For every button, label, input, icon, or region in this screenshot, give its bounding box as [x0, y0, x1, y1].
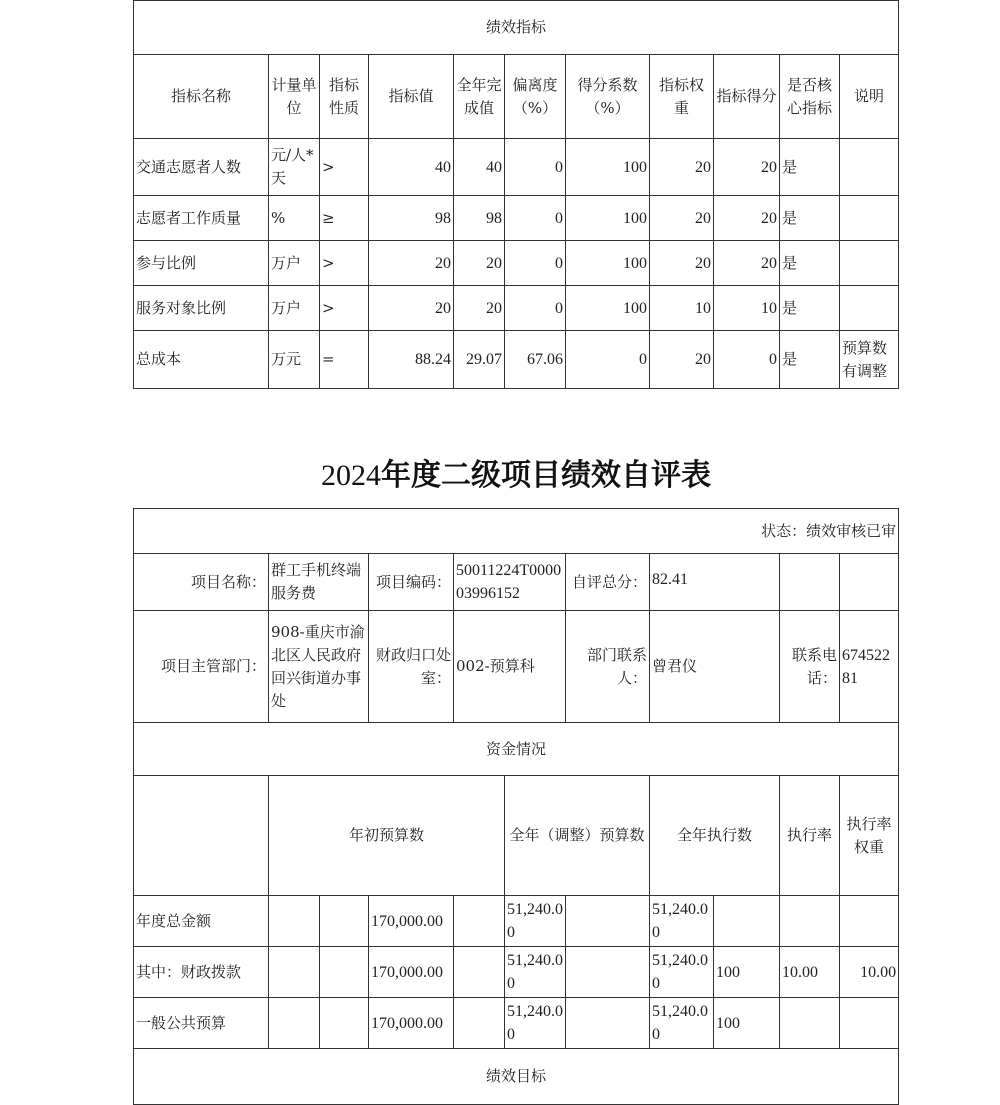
empty-cell	[840, 554, 899, 611]
indicator-note	[840, 286, 899, 331]
table-row	[134, 331, 899, 389]
indicator-actual: 29.07	[454, 331, 505, 389]
header-initial-budget: 年初预算数	[269, 776, 505, 896]
funds-score	[840, 998, 899, 1049]
empty-cell	[454, 896, 505, 947]
empty-cell	[566, 947, 650, 998]
indicator-note	[840, 241, 899, 286]
empty-cell	[269, 947, 320, 998]
header-weight: 指标权重	[650, 55, 714, 139]
indicator-unit: 万户	[269, 241, 320, 286]
indicator-core: 是	[780, 331, 840, 389]
indicator-deviation: 0	[505, 196, 566, 241]
indicator-note	[840, 139, 899, 196]
project-code: 50011224T000003996152	[454, 554, 566, 611]
funds-score	[840, 896, 899, 947]
contact-label: 部门联系人：	[566, 611, 650, 723]
funds-row-label: 其中：财政拨款	[134, 947, 269, 998]
header-rate-weight: 执行率权重	[840, 776, 899, 896]
status-text: 状态：绩效审核已审	[134, 509, 899, 554]
indicator-target: 40	[369, 139, 454, 196]
indicator-deviation: 0	[505, 139, 566, 196]
dept-label: 项目主管部门：	[134, 611, 269, 723]
table-row	[134, 196, 899, 241]
indicator-note	[840, 196, 899, 241]
funds-initial: 170,000.00	[369, 998, 454, 1049]
phone-label: 联系电话：	[780, 611, 840, 723]
indicator-core: 是	[780, 241, 840, 286]
empty-cell	[454, 998, 505, 1049]
funds-initial: 170,000.00	[369, 947, 454, 998]
page-title	[0, 450, 1000, 494]
self-evaluation-table	[133, 508, 899, 1105]
project-code-label: 项目编码：	[369, 554, 454, 611]
empty-cell	[320, 947, 369, 998]
header-executed: 全年执行数	[650, 776, 780, 896]
header-coef: 得分系数（%）	[566, 55, 650, 139]
indicator-coef: 100	[566, 196, 650, 241]
finance-label: 财政归口处室：	[369, 611, 454, 723]
empty-cell	[320, 998, 369, 1049]
dept: 908-重庆市渝北区人民政府回兴街道办事处	[269, 611, 369, 723]
indicator-weight: 20	[650, 331, 714, 389]
table-row	[134, 947, 899, 998]
indicator-name: 交通志愿者人数	[134, 139, 269, 196]
indicator-deviation: 67.06	[505, 331, 566, 389]
header-core: 是否核心指标	[780, 55, 840, 139]
table-row	[134, 896, 899, 947]
header-target: 指标值	[369, 55, 454, 139]
header-note: 说明	[840, 55, 899, 139]
indicator-weight: 20	[650, 139, 714, 196]
indicator-target: 88.24	[369, 331, 454, 389]
contact: 曾君仪	[650, 611, 780, 723]
funds-adjusted: 51,240.00	[505, 896, 566, 947]
header-indicator-name: 指标名称	[134, 55, 269, 139]
indicator-target: 98	[369, 196, 454, 241]
indicator-weight: 20	[650, 196, 714, 241]
phone: 67452281	[840, 611, 899, 723]
header-unit: 计量单位	[269, 55, 320, 139]
indicator-coef: 100	[566, 241, 650, 286]
section-title-goals: 绩效目标	[134, 1049, 899, 1105]
indicator-score: 20	[714, 196, 780, 241]
indicator-nature: ≥	[320, 196, 369, 241]
funds-executed: 51,240.00	[650, 896, 714, 947]
project-name-label: 项目名称：	[134, 554, 269, 611]
indicator-nature: >	[320, 286, 369, 331]
header-deviation: 偏离度（%）	[505, 55, 566, 139]
indicator-actual: 40	[454, 139, 505, 196]
indicator-coef: 100	[566, 139, 650, 196]
table-row	[134, 139, 899, 196]
table-row	[134, 286, 899, 331]
indicator-note: 预算数有调整	[840, 331, 899, 389]
empty-cell	[269, 998, 320, 1049]
funds-adjusted: 51,240.00	[505, 998, 566, 1049]
table-row	[134, 998, 899, 1049]
header-adjusted-budget: 全年（调整）预算数	[505, 776, 650, 896]
self-score: 82.41	[650, 554, 780, 611]
funds-weight	[780, 998, 840, 1049]
funds-score: 10.00	[840, 947, 899, 998]
indicator-unit: 元/人*天	[269, 139, 320, 196]
indicator-deviation: 0	[505, 241, 566, 286]
indicator-nature: >	[320, 241, 369, 286]
indicator-name: 参与比例	[134, 241, 269, 286]
funds-rate: 100	[714, 998, 780, 1049]
finance: 002-预算科	[454, 611, 566, 723]
indicator-unit: 万元	[269, 331, 320, 389]
indicator-target: 20	[369, 286, 454, 331]
indicator-actual: 20	[454, 286, 505, 331]
indicator-score: 10	[714, 286, 780, 331]
funds-adjusted: 51,240.00	[505, 947, 566, 998]
indicator-unit: %	[269, 196, 320, 241]
empty-cell	[454, 947, 505, 998]
section-title-funds: 资金情况	[134, 723, 899, 776]
indicator-core: 是	[780, 139, 840, 196]
indicator-coef: 100	[566, 286, 650, 331]
funds-weight	[780, 896, 840, 947]
funds-executed: 51,240.00	[650, 947, 714, 998]
indicator-unit: 万户	[269, 286, 320, 331]
indicator-target: 20	[369, 241, 454, 286]
indicator-name: 服务对象比例	[134, 286, 269, 331]
funds-row-label: 年度总金额	[134, 896, 269, 947]
self-score-label: 自评总分：	[566, 554, 650, 611]
indicator-coef: 0	[566, 331, 650, 389]
indicator-actual: 98	[454, 196, 505, 241]
indicator-nature: =	[320, 331, 369, 389]
empty-cell	[134, 776, 269, 896]
header-nature: 指标性质	[320, 55, 369, 139]
indicator-actual: 20	[454, 241, 505, 286]
indicator-nature: >	[320, 139, 369, 196]
empty-cell	[269, 896, 320, 947]
header-exec-rate: 执行率	[780, 776, 840, 896]
title-text: 年度二级项目绩效自评表	[381, 458, 711, 493]
header-score: 指标得分	[714, 55, 780, 139]
indicator-deviation: 0	[505, 286, 566, 331]
table-row	[134, 241, 899, 286]
performance-indicator-table	[133, 0, 899, 389]
indicator-weight: 20	[650, 241, 714, 286]
funds-weight: 10.00	[780, 947, 840, 998]
empty-cell	[320, 896, 369, 947]
section-title-indicators: 绩效指标	[134, 1, 899, 55]
empty-cell	[566, 896, 650, 947]
title-year: 2024	[321, 459, 381, 492]
funds-rate: 100	[714, 947, 780, 998]
indicator-weight: 10	[650, 286, 714, 331]
indicator-name: 志愿者工作质量	[134, 196, 269, 241]
indicator-score: 0	[714, 331, 780, 389]
empty-cell	[780, 554, 840, 611]
project-name: 群工手机终端服务费	[269, 554, 369, 611]
funds-row-label: 一般公共预算	[134, 998, 269, 1049]
indicator-score: 20	[714, 241, 780, 286]
funds-rate	[714, 896, 780, 947]
indicator-core: 是	[780, 286, 840, 331]
indicator-score: 20	[714, 139, 780, 196]
header-actual: 全年完成值	[454, 55, 505, 139]
indicator-core: 是	[780, 196, 840, 241]
funds-initial: 170,000.00	[369, 896, 454, 947]
funds-executed: 51,240.00	[650, 998, 714, 1049]
indicator-name: 总成本	[134, 331, 269, 389]
empty-cell	[566, 998, 650, 1049]
